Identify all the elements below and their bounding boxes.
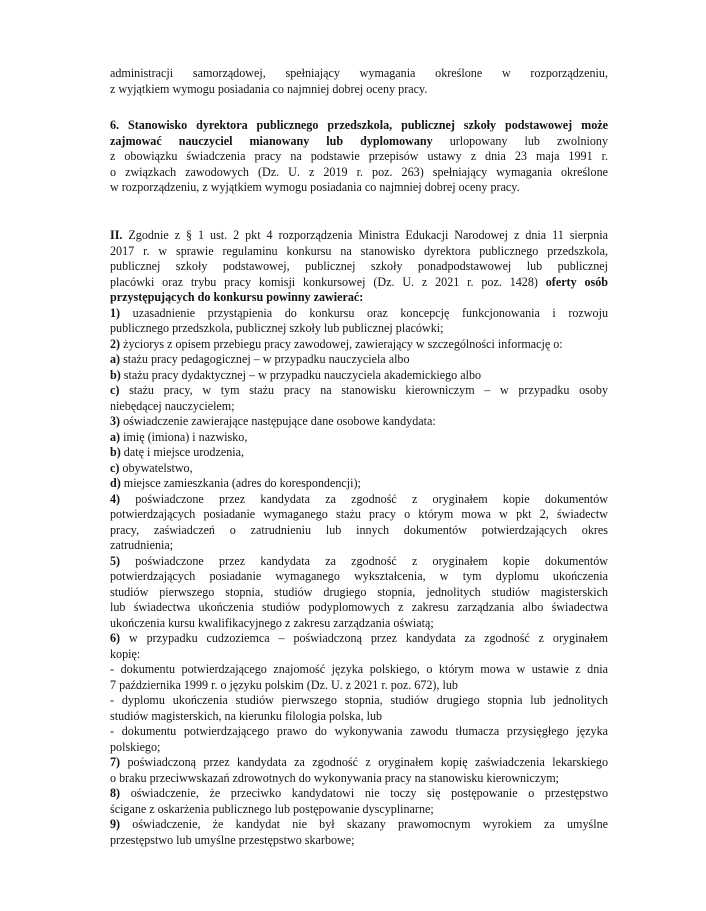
roman-numeral: II.: [110, 228, 123, 242]
top-paragraph: [110, 66, 608, 97]
list-item: [110, 430, 608, 446]
text-fragment: obywatelstwo,: [119, 460, 193, 475]
text-fragment: imię (imiona) i nazwisko,: [120, 429, 248, 444]
text-line: publicznej szkoły podstawowej, publicznej szkoły ponadpodstawowej lub publicznej: [110, 259, 608, 273]
list-number: 8): [110, 786, 121, 800]
list-number: b): [110, 367, 121, 382]
list-number: 2): [110, 336, 121, 351]
text-line: 2017 r. w sprawie regulaminu konkursu na stanowisko dyrektora publicznego przedszkola,: [110, 243, 608, 258]
text-line: - dokumentu potwierdzającego znajomość języka polskiego, o którym mowa w ustawie z dnia: [110, 662, 608, 676]
text-line: [110, 430, 608, 446]
text-line: [110, 228, 608, 244]
section-2: [110, 228, 608, 848]
list-item: [110, 693, 608, 724]
list-number: 5): [110, 553, 121, 568]
list-item: [110, 352, 608, 368]
text-fragment: miejsce zamieszkania (adres do korespondencji);: [120, 476, 361, 490]
text-line: [110, 492, 608, 508]
text-fragment: stażu pracy pedagogicznej – w przypadku nauczyciela albo: [120, 352, 410, 366]
list-item: [110, 414, 608, 430]
list-number: c): [110, 460, 120, 475]
text-line: ścigane z oskarżenia publicznego lub postępowanie dyscyplinarne;: [110, 801, 434, 816]
list-item: [110, 786, 608, 817]
requirements-list: [110, 306, 608, 849]
text-fragment: stażu pracy, w tym stażu pracy na stanowisku kierowniczym – w przypadku osoby: [119, 383, 608, 397]
text-fragment: Zgodnie z § 1 ust. 2 pkt 4 rozporządzenia Ministra Edukacji Narodowej z dnia 11 sierpnia: [122, 228, 608, 242]
text-line: lub świadectwa ukończenia studiów podyplomowych z zakresu zarządzania albo świadectwa: [110, 600, 608, 614]
text-line: [110, 445, 608, 461]
text-line: [110, 554, 608, 570]
text-fragment: datę i miejsce urodzenia,: [120, 445, 245, 459]
text-line: administracji samorządowej, spełniający wymagania określone w rozporządzeniu,: [110, 66, 608, 80]
text-line: [110, 352, 608, 368]
text-line: zatrudnienia;: [110, 538, 174, 552]
text-line: przestępstwo lub umyślne przestępstwo skarbowe;: [110, 832, 355, 847]
text-line: [110, 368, 608, 384]
list-number: 3): [110, 414, 121, 428]
text-fragment: poświadczone przez kandydata za zgodność z oryginałem kopie dokumentów: [120, 491, 608, 506]
text-line: [110, 383, 608, 399]
text-line: [110, 476, 608, 492]
list-item: [110, 554, 608, 632]
text-line: z obowiązku świadczenia pracy na podstawie przepisów ustawy z dnia 23 maja 1991 r.: [110, 149, 608, 163]
list-item: [110, 817, 608, 848]
text-fragment: poświadczone przez kandydata za zgodność z oryginałem kopie dokumentów: [120, 553, 608, 568]
list-item: [110, 662, 608, 693]
text-line: niebędącej nauczycielem;: [110, 398, 235, 413]
list-item: [110, 461, 608, 477]
list-item: [110, 724, 608, 755]
text-line: [110, 290, 608, 306]
list-number: a): [110, 352, 121, 366]
text-line: pracy, zaświadczeń o zatrudnieniu lub innych dokumentów potwierdzających okres: [110, 522, 608, 537]
text-line: o braku przeciwwskazań zdrowotnych do wykonywania pracy na stanowisku kierowniczym;: [110, 770, 560, 785]
list-number: a): [110, 429, 121, 444]
list-item: [110, 337, 608, 353]
text-fragment: w przypadku cudzoziemca – poświadczoną przez kandydata za zgodność z oryginałem: [120, 631, 608, 645]
text-line: publicznego przedszkola, publicznej szkoły lub publicznej placówki;: [110, 321, 444, 335]
section-6-heading: [110, 118, 608, 134]
text-line: polskiego;: [110, 739, 161, 754]
list-number: 1): [110, 305, 121, 320]
list-item: [110, 492, 608, 554]
list-number: 6): [110, 631, 121, 645]
text-fragment: życiorys z opisem przebiegu pracy zawodowej, zawierający w szczególności informację o:: [120, 336, 563, 351]
bold-text: 6. Stanowisko dyrektora publicznego przedszkola, publicznej szkoły podstawowej może: [110, 118, 608, 132]
text-line: w rozporządzeniu, z wyjątkiem wymogu posiadania co najmniej dobrej oceny pracy.: [110, 180, 520, 194]
text-fragment: urlopowany lub zwolniony: [432, 133, 608, 148]
text-fragment: oświadczenie, że przeciwko kandydatowi nie toczy się postępowanie o przestępstwo: [120, 786, 608, 800]
text-line: potwierdzających posiadanie wymaganego stażu pracy o którym mowa w pkt 2, świadectw: [110, 507, 608, 521]
text-fragment: stażu pracy dydaktycznej – w przypadku nauczyciela akademickiego albo: [120, 367, 482, 382]
text-line: o związkach zawodowych (Dz. U. z 2019 r. poz. 263) spełniający wymagania określone: [110, 164, 608, 179]
text-line: - dyplomu ukończenia studiów pierwszego stopnia, studiów drugiego stopnia lub jednolitych: [110, 693, 608, 707]
list-item: [110, 755, 608, 786]
text-line: [110, 786, 608, 802]
text-line: potwierdzających posiadanie wymaganego wykształcenia, w tym dyplomu ukończenia: [110, 569, 608, 583]
text-line: - dokumentu potwierdzającego prawo do wykonywania zawodu tłumacza przysięgłego języka: [110, 724, 608, 738]
text-line: kopię:: [110, 646, 141, 661]
bold-text: przystępujących do konkursu powinny zawierać:: [110, 290, 364, 304]
text-fragment: oświadczenie, że kandydat nie był skazany prawomocnym wyrokiem za umyślne: [120, 817, 608, 831]
text-line: [110, 461, 608, 477]
text-line: [110, 631, 608, 647]
list-number: b): [110, 445, 121, 459]
text-fragment: poświadczoną przez kandydata za zgodność z oryginałem kopię zaświadczenia lekarskiego: [120, 755, 608, 769]
text-line: ukończenia kursu kwalifikacyjnego z zakresu zarządzania oświatą;: [110, 615, 434, 630]
text-fragment: placówki oraz trybu pracy komisji konkursowej (Dz. U. z 2021 r. poz. 1428): [110, 274, 546, 289]
list-item: [110, 383, 608, 414]
text-line: 7 października 1999 r. o języku polskim (Dz. U. z 2021 r. poz. 672), lub: [110, 677, 458, 692]
text-line: studiów magisterskich, na kierunku filologia polska, lub: [110, 708, 383, 723]
list-number: d): [110, 476, 121, 490]
list-item: [110, 476, 608, 492]
text-line: [110, 275, 608, 291]
list-item: [110, 306, 608, 337]
section-6: [110, 118, 608, 196]
list-number: 9): [110, 817, 121, 831]
bold-text: oferty osób: [545, 274, 608, 289]
list-item: [110, 445, 608, 461]
text-line: studiów pierwszego stopnia, studiów drugiego stopnia, jednolitych studiów magisterskich: [110, 584, 608, 599]
bold-text: zajmować nauczyciel mianowany lub dyplomowany: [110, 133, 433, 148]
list-number: c): [110, 383, 120, 397]
list-number: 7): [110, 755, 121, 769]
text-line: [110, 337, 608, 353]
text-fragment: uzasadnienie przystąpienia do konkursu oraz koncepcję funkcjonowania i rozwoju: [120, 305, 608, 320]
text-line: [110, 414, 608, 430]
text-line: [110, 755, 608, 771]
list-item: [110, 631, 608, 662]
text-line: z wyjątkiem wymogu posiadania co najmniej dobrej oceny pracy.: [110, 81, 428, 96]
text-line: [110, 817, 608, 833]
list-item: [110, 368, 608, 384]
text-fragment: oświadczenie zawierające następujące dane osobowe kandydata:: [120, 414, 436, 428]
list-number: 4): [110, 491, 121, 506]
text-line: [110, 134, 608, 150]
text-line: [110, 306, 608, 322]
